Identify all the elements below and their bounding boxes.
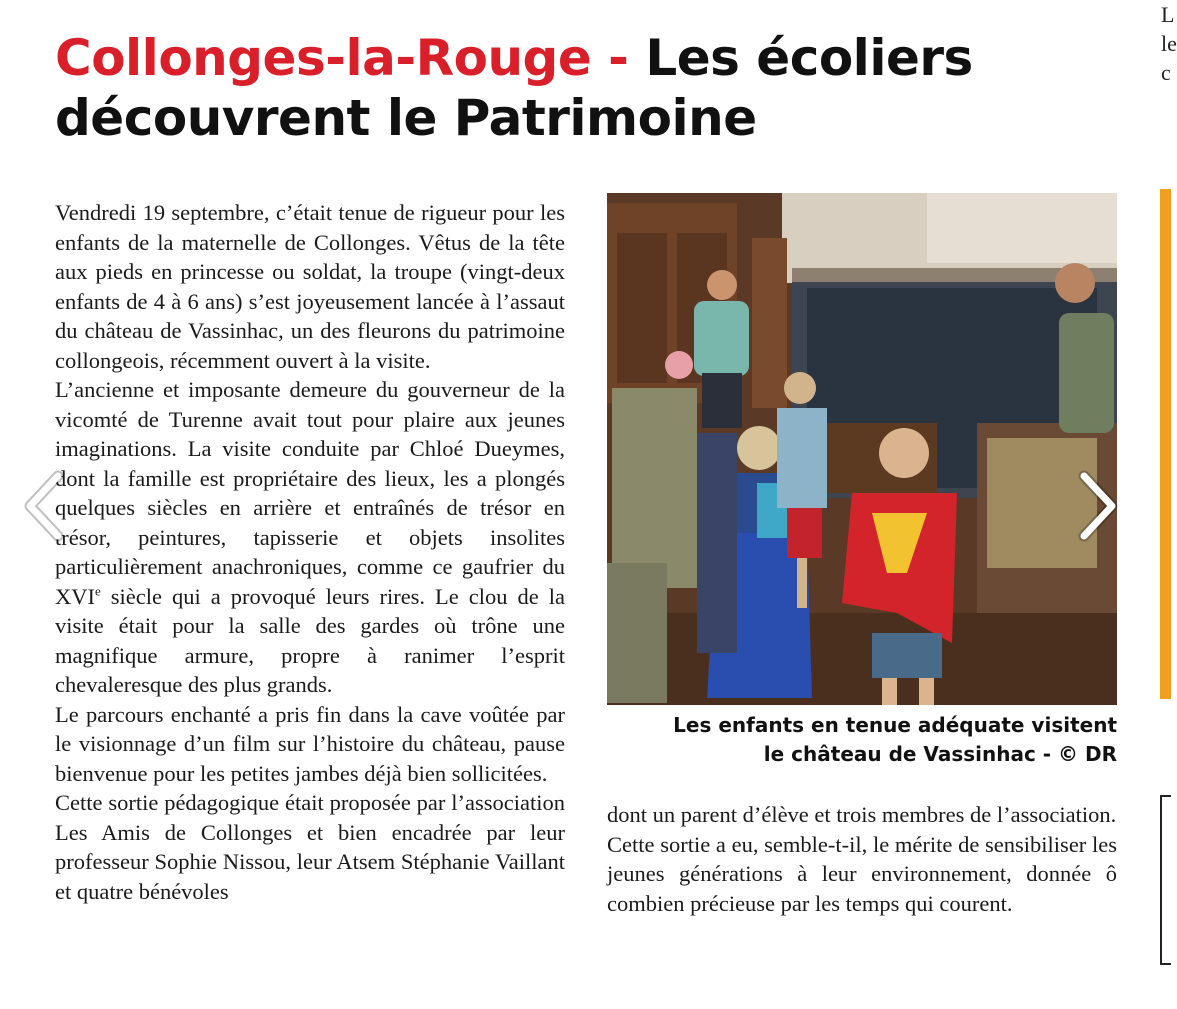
paragraph-2-part-b: siècle qui a provoqué leurs rires. Le clou de la visite était pour la salle des gardes où trône une magnifique armure, propre à ranimer l’esprit chevaleresque des plus grands.	[55, 583, 565, 697]
adjacent-line-1: L	[1161, 2, 1175, 27]
previous-button[interactable]	[18, 470, 74, 542]
adjacent-article-fragment	[1161, 0, 1177, 110]
adjacent-box-edge	[1160, 795, 1171, 965]
paragraph-1: Vendredi 19 septembre, c’était tenue de rigueur pour les enfants de la maternelle de Collonges. Vêtus de la tête aux pieds en princesse ou soldat, la troupe (vingt-deux enfants de 4 à 6 ans) s’est joyeusement lancée à l’assaut du château de Vassinhac, un des fleurons du patrimoine collongeois, récemment ouvert à la visite.	[55, 200, 565, 373]
paragraph-2-part-a: L’ancienne et imposante demeure du gouverneur de la vicomté de Turenne avait tout pour plaire aux jeunes imaginations. La visite conduite par Chloé Dueymes, dont la famille est propriétaire des lieux, les a plongés quelques siècles en arrière et entraînés de trésor en trésor, peintures, tapisserie et objets insolites particulièrement anachroniques, comme ce gaufrier du XVI	[55, 377, 565, 609]
paragraph-6: Cette sortie a eu, semble-t-il, le mérite de sensibiliser les jeunes générations à leur environnement, donnée ô combien précieuse par les temps qui courent.	[607, 831, 1117, 916]
caption-line-1: Les enfants en tenue adéquate visitent	[673, 713, 1117, 737]
headline-separator: -	[591, 29, 646, 87]
paragraph-3: Le parcours enchanté a pris fin dans la cave voûtée par le visionnage d’un film sur l’histoire du château, pause bienvenue pour les petites jambes déjà bien sollicitées.	[55, 701, 565, 786]
photo-caption	[607, 711, 1117, 769]
chevron-right-icon	[1068, 470, 1124, 542]
paragraph-5: dont un parent d’élève et trois membres de l’association.	[607, 802, 1117, 827]
article-photo	[607, 193, 1117, 705]
sidebar-accent-bar	[1160, 189, 1171, 699]
adjacent-line-2: le	[1161, 31, 1177, 56]
next-button[interactable]	[1068, 470, 1124, 542]
headline	[55, 28, 1135, 148]
headline-place: Collonges-la-Rouge	[55, 29, 592, 87]
headline-title: Les écoliers découvrent le Patrimoine	[55, 29, 973, 147]
caption-line-2: le château de Vassinhac - © DR	[763, 742, 1117, 766]
adjacent-line-3: c	[1161, 60, 1171, 85]
paragraph-4: Cette sortie pédagogique était proposée par l’association Les Amis de Collonges et bien encadrée par leur professeur Sophie Nissou, leur Atsem Stéphanie Vaillant et quatre bénévoles	[55, 790, 565, 904]
photo-illustration	[607, 193, 1117, 705]
article-column-right	[607, 800, 1117, 918]
paragraph-2	[55, 375, 565, 700]
century-superscript: e	[95, 583, 101, 598]
article-column-left	[55, 198, 565, 906]
chevron-left-icon	[18, 470, 74, 542]
